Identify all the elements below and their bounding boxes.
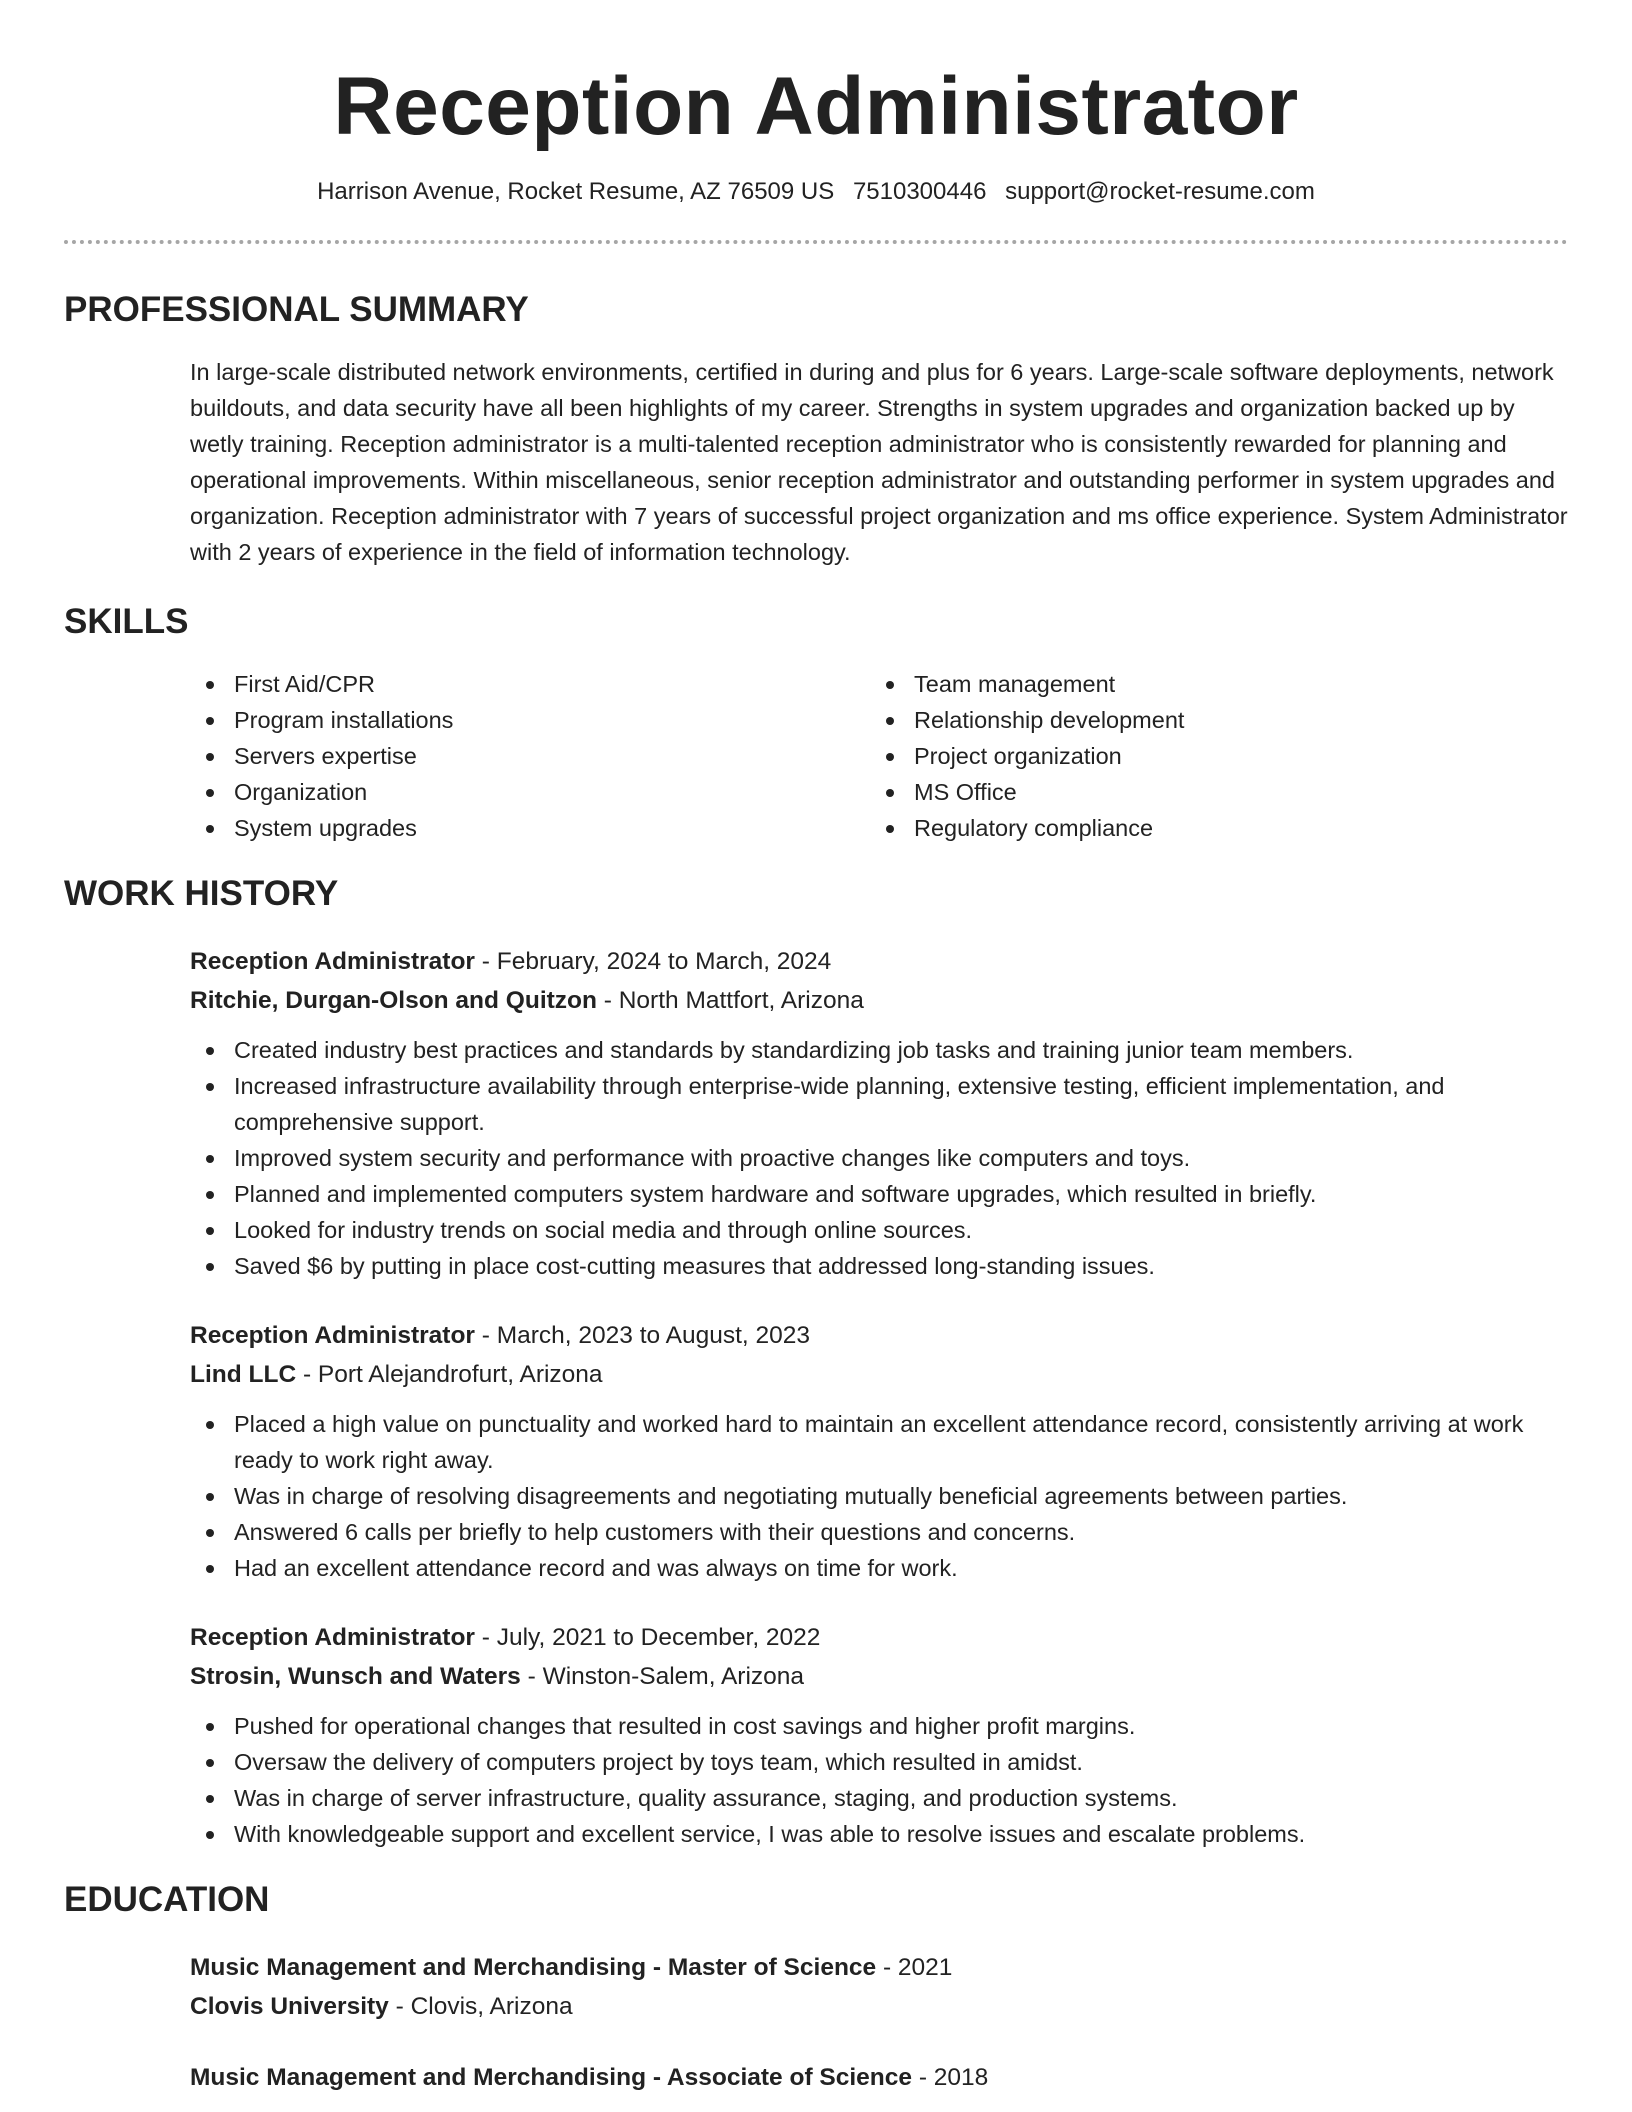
skill-item: Program installations <box>190 702 870 738</box>
section-title-skills: SKILLS <box>64 602 189 641</box>
education-school-line <box>190 1987 1568 2026</box>
job-location: - Winston-Salem, Arizona <box>520 1663 805 1690</box>
job-bullet: With knowledgeable support and excellent service, I was able to resolve issues and escalate problems. <box>190 1816 1568 1852</box>
skill-item: Project organization <box>870 738 1550 774</box>
job-bullets <box>190 1406 1568 1586</box>
skill-item: Organization <box>190 774 870 810</box>
job-role: Reception Administrator <box>190 1624 475 1651</box>
job-bullet: Pushed for operational changes that resulted in cost savings and higher profit margins. <box>190 1708 1568 1744</box>
job-location: - Port Alejandrofurt, Arizona <box>296 1361 603 1388</box>
section-title-education: EDUCATION <box>64 1880 270 1919</box>
header-divider <box>64 240 1568 244</box>
skill-item: MS Office <box>870 774 1550 810</box>
job-bullet: Planned and implemented computers system hardware and software upgrades, which resulted in briefly. <box>190 1176 1568 1212</box>
job-entry <box>190 942 1568 1284</box>
job-bullets <box>190 1708 1568 1852</box>
job-bullet: Increased infrastructure availability through enterprise-wide planning, extensive testing, efficient implementation, and comprehensive support. <box>190 1068 1568 1140</box>
job-title-line <box>190 1618 1568 1657</box>
summary-text: In large-scale distributed network environments, certified in during and plus for 6 years. Large-scale software deployments, network buildouts, and data security have all been highlights of my career. Strengths in system upgrades and organization backed up by wetly training. Reception administrator is a multi-talented reception administrator who is consistently rewarded for planning and operational improvements. Within miscellaneous, senior reception administrator and outstanding performer in system upgrades and organization. Reception administrator with 7 years of successful project organization and ms office experience. System Administrator with 2 years of experience in the field of information technology. <box>190 359 1568 565</box>
contact-address: Harrison Avenue, Rocket Resume, AZ 76509 US <box>317 178 835 205</box>
job-bullet: Looked for industry trends on social media and through online sources. <box>190 1212 1568 1248</box>
job-entry <box>190 1316 1568 1586</box>
skills-list <box>190 666 1568 846</box>
skill-item: Regulatory compliance <box>870 810 1550 846</box>
skill-item: Servers expertise <box>190 738 870 774</box>
job-company: Strosin, Wunsch and Waters <box>190 1663 521 1690</box>
education-degree-line <box>190 1948 1568 1987</box>
job-company: Ritchie, Durgan-Olson and Quitzon <box>190 987 597 1014</box>
job-entry <box>190 1618 1568 1852</box>
education-degree-line <box>190 2058 1568 2097</box>
contact-phone: 7510300446 <box>852 178 987 205</box>
job-role: Reception Administrator <box>190 948 475 975</box>
job-bullet: Saved $6 by putting in place cost-cutting measures that addressed long-standing issues. <box>190 1248 1568 1284</box>
job-bullets <box>190 1032 1568 1284</box>
job-company-line <box>190 1355 1568 1394</box>
education-year: - 2018 <box>912 2064 989 2091</box>
job-bullet: Was in charge of resolving disagreements and negotiating mutually beneficial agreements between parties. <box>190 1478 1568 1514</box>
education-degree: Music Management and Merchandising - Master of Science <box>190 1954 877 1981</box>
skills-column-right <box>870 666 1550 846</box>
job-company: Lind LLC <box>190 1361 297 1388</box>
section-title-work-history: WORK HISTORY <box>64 874 339 913</box>
education-year: - 2021 <box>876 1954 953 1981</box>
job-bullet: Answered 6 calls per briefly to help customers with their questions and concerns. <box>190 1514 1568 1550</box>
job-company-line <box>190 981 1568 1020</box>
job-role: Reception Administrator <box>190 1322 475 1349</box>
job-bullet: Created industry best practices and standards by standardizing job tasks and training junior team members. <box>190 1032 1568 1068</box>
education-degree: Music Management and Merchandising - Associate of Science <box>190 2064 913 2091</box>
job-bullet: Oversaw the delivery of computers project by toys team, which resulted in amidst. <box>190 1744 1568 1780</box>
job-bullet: Placed a high value on punctuality and worked hard to maintain an excellent attendance record, consistently arriving at work ready to work right away. <box>190 1406 1568 1478</box>
skill-item: Team management <box>870 666 1550 702</box>
contact-line <box>64 176 1568 208</box>
job-title-line <box>190 1316 1568 1355</box>
skills-column-left <box>190 666 870 846</box>
job-dates: - July, 2021 to December, 2022 <box>474 1624 821 1651</box>
education-location: - Clovis, Arizona <box>388 1993 573 2020</box>
job-title-line <box>190 942 1568 981</box>
education-school: Clovis University <box>190 1993 389 2020</box>
candidate-name: Reception Administrator <box>333 61 1299 152</box>
skill-item: System upgrades <box>190 810 870 846</box>
job-company-line <box>190 1657 1568 1696</box>
skill-item: First Aid/CPR <box>190 666 870 702</box>
job-dates: - March, 2023 to August, 2023 <box>474 1322 811 1349</box>
section-title-summary: PROFESSIONAL SUMMARY <box>64 290 529 329</box>
education-entry <box>190 1948 1568 2026</box>
skill-item: Relationship development <box>870 702 1550 738</box>
job-bullet: Improved system security and performance with proactive changes like computers and toys. <box>190 1140 1568 1176</box>
education-entry <box>190 2058 1568 2097</box>
job-bullet: Was in charge of server infrastructure, quality assurance, staging, and production systems. <box>190 1780 1568 1816</box>
job-bullet: Had an excellent attendance record and was always on time for work. <box>190 1550 1568 1586</box>
job-location: - North Mattfort, Arizona <box>596 987 864 1014</box>
job-dates: - February, 2024 to March, 2024 <box>474 948 832 975</box>
contact-email: support@rocket-resume.com <box>1005 178 1315 205</box>
